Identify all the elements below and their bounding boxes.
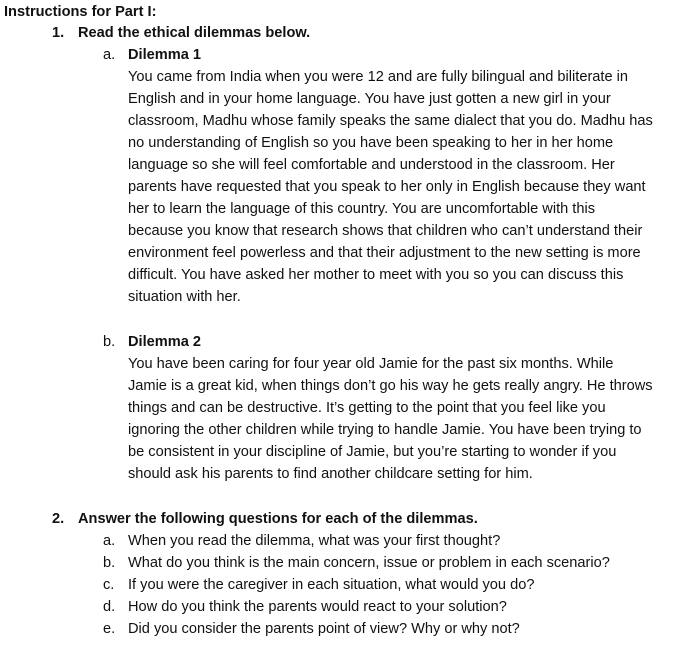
dilemma-1-text [128, 66, 653, 308]
dilemma-1-line: because you know that research shows that children who can’t understand their [128, 223, 643, 239]
dilemma-1-line: classroom, Madhu whose family speaks the same dialect that you do. Madhu has [128, 113, 653, 129]
question-e-letter: e. [103, 621, 116, 637]
item-1-number: 1. [52, 25, 65, 41]
question-c-text: If you were the caregiver in each situation, what would you do? [128, 577, 535, 593]
dilemma-1-line: English and in your home language. You have just gotten a new girl in your [128, 91, 611, 107]
question-d-letter: d. [103, 599, 116, 615]
dilemma-1-line: You came from India when you were 12 and are fully bilingual and biliterate in [128, 69, 629, 85]
question-a-letter: a. [103, 533, 116, 549]
instructions-heading: Instructions for Part I: [4, 4, 157, 20]
dilemma-2-line: ignoring the other children while trying to handle Jamie. You have been trying to [128, 422, 642, 438]
dilemma-2-title: Dilemma 2 [128, 334, 202, 350]
dilemma-1-letter: a. [103, 47, 116, 63]
item-2-title: Answer the following questions for each of the dilemmas. [78, 511, 478, 527]
dilemma-1-title: Dilemma 1 [128, 47, 202, 63]
dilemma-1-line: situation with her. [128, 289, 241, 305]
question-a-text: When you read the dilemma, what was your first thought? [128, 533, 501, 549]
dilemma-2-letter: b. [103, 334, 116, 350]
question-c-letter: c. [103, 577, 115, 593]
question-e-text: Did you consider the parents point of view? Why or why not? [128, 621, 520, 637]
dilemma-2-line: be consistent in your discipline of Jamie, but you’re starting to wonder if you [128, 444, 617, 460]
dilemma-2-line: Jamie is a great kid, when things don’t go his way he gets really angry. He throws [128, 378, 653, 394]
dilemma-1-line: her to learn the language of this country. You are uncomfortable with this [128, 201, 596, 217]
question-b-letter: b. [103, 555, 116, 571]
item-1-title: Read the ethical dilemmas below. [78, 25, 311, 41]
dilemma-2-line: things and can be destructive. It’s getting to the point that you feel like you [128, 400, 606, 416]
dilemma-1-line: parents have requested that you speak to her only in English because they want [128, 179, 646, 195]
dilemma-2-line: You have been caring for four year old Jamie for the past six months. While [128, 356, 614, 372]
dilemma-2-line: should ask his parents to find another childcare setting for him. [128, 466, 533, 482]
dilemma-1-line: environment feel powerless and that their adjustment to the new setting is more [128, 245, 641, 261]
dilemma-1-line: language so she will feel comfortable and understood in the classroom. Her [128, 157, 615, 173]
question-d-text: How do you think the parents would react to your solution? [128, 599, 507, 615]
dilemma-2-text [128, 353, 653, 485]
dilemma-1-line: no understanding of English so you have been speaking to her in her home [128, 135, 614, 151]
dilemma-1-line: difficult. You have asked her mother to meet with you so you can discuss this [128, 267, 624, 283]
item-2-number: 2. [52, 511, 65, 527]
question-b-text: What do you think is the main concern, issue or problem in each scenario? [128, 555, 610, 571]
